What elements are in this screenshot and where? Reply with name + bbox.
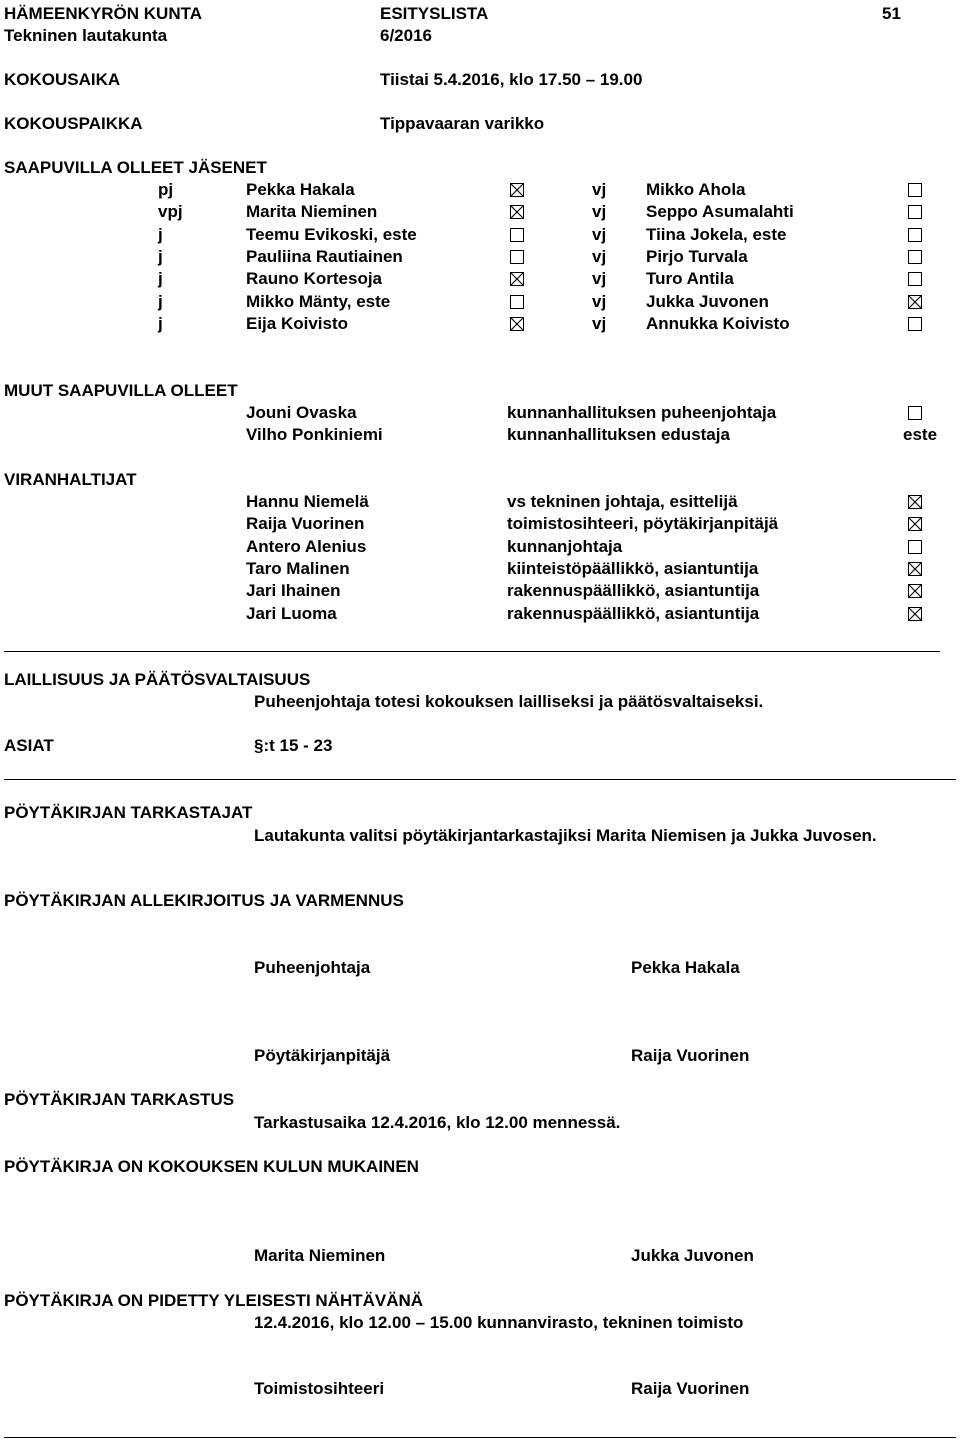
- attendance-checkbox: [510, 295, 524, 309]
- deputy-name: Tiina Jokela, este: [646, 224, 787, 244]
- meeting-time-label: KOKOUSAIKA: [4, 70, 121, 89]
- review-heading: PÖYTÄKIRJAN TARKASTUS: [4, 1090, 235, 1109]
- member-role: j: [158, 269, 163, 289]
- officials-heading: VIRANHALTIJAT: [4, 470, 137, 489]
- items-label: ASIAT: [4, 736, 54, 755]
- attendance-checkbox: [510, 250, 524, 264]
- official-name: Antero Alenius: [246, 536, 367, 556]
- review-text: Tarkastusaika 12.4.2016, klo 12.00 mennessä.: [254, 1113, 621, 1132]
- attendee-status: este: [903, 425, 938, 444]
- member-role: j: [158, 246, 163, 266]
- attendee-title: kunnanhallituksen edustaja: [507, 425, 730, 444]
- attendance-checkbox: [908, 540, 922, 554]
- attendance-checkbox: [908, 406, 922, 420]
- attendance-checkbox: [510, 183, 524, 197]
- public-heading: PÖYTÄKIRJA ON PIDETTY YLEISESTI NÄHTÄVÄNÄ: [4, 1291, 424, 1310]
- official-title: toimistosihteeri, pöytäkirjanpitäjä: [507, 514, 779, 534]
- attendance-checkbox: [908, 562, 922, 576]
- public-text: 12.4.2016, klo 12.00 – 15.00 kunnanvirasto, tekninen toimisto: [254, 1313, 744, 1332]
- deputy-role: vj: [592, 269, 607, 289]
- attendance-checkbox: [908, 205, 922, 219]
- divider: [4, 651, 940, 652]
- member-name: Pekka Hakala: [246, 180, 355, 199]
- official-title: rakennuspäällikkö, asiantuntija: [507, 581, 760, 601]
- attendance-checkbox: [908, 317, 922, 331]
- members-heading: SAAPUVILLA OLLEET JÄSENET: [4, 158, 267, 177]
- official-title: vs tekninen johtaja, esittelijä: [507, 492, 738, 511]
- divider: [4, 1437, 956, 1438]
- attendance-checkbox: [908, 228, 922, 242]
- deputy-role: vj: [592, 313, 607, 333]
- attendance-checkbox: [908, 607, 922, 621]
- member-role: vpj: [158, 202, 183, 222]
- deputy-role: vj: [592, 202, 607, 222]
- deputy-name: Mikko Ahola: [646, 180, 746, 199]
- attendee-title: kunnanhallituksen puheenjohtaja: [507, 403, 777, 422]
- member-name: Mikko Mänty, este: [246, 291, 391, 311]
- page-number: 51: [882, 4, 901, 23]
- attendance-checkbox: [908, 250, 922, 264]
- attendance-checkbox: [908, 495, 922, 509]
- attendance-checkbox: [908, 584, 922, 598]
- attendee-name: Jouni Ovaska: [246, 403, 357, 422]
- member-role: j: [158, 291, 163, 311]
- legality-text: Puheenjohtaja totesi kokouksen lailliseksi ja päätösvaltaiseksi.: [254, 692, 764, 711]
- attendance-checkbox: [908, 517, 922, 531]
- member-name: Eija Koivisto: [246, 313, 349, 333]
- official-name: Jari Luoma: [246, 603, 337, 623]
- chair-name: Pekka Hakala: [631, 958, 740, 977]
- member-role: j: [158, 224, 163, 244]
- document-type: ESITYSLISTA: [380, 4, 489, 23]
- member-role: pj: [158, 180, 174, 199]
- official-name: Taro Malinen: [246, 558, 350, 578]
- secretary-name: Raija Vuorinen: [631, 1046, 750, 1065]
- official-title: kunnanjohtaja: [507, 536, 623, 556]
- official-title: rakennuspäällikkö, asiantuntija: [507, 603, 760, 623]
- deputy-name: Pirjo Turvala: [646, 246, 748, 266]
- meeting-place-value: Tippavaaran varikko: [380, 114, 545, 133]
- official-title: kiinteistöpäällikkö, asiantuntija: [507, 558, 759, 578]
- official-name: Hannu Niemelä: [246, 492, 369, 511]
- others-heading: MUUT SAAPUVILLA OLLEET: [4, 381, 238, 400]
- municipality-name: HÄMEENKYRÖN KUNTA: [4, 4, 203, 23]
- attendance-checkbox: [510, 228, 524, 242]
- deputy-name: Annukka Koivisto: [646, 313, 790, 333]
- inspectors-text: Lautakunta valitsi pöytäkirjantarkastajiksi Marita Niemisen ja Jukka Juvosen.: [254, 826, 877, 845]
- conformity-heading: PÖYTÄKIRJA ON KOKOUKSEN KULUN MUKAINEN: [4, 1157, 419, 1176]
- board-name: Tekninen lautakunta: [4, 26, 168, 45]
- attendance-checkbox: [510, 205, 524, 219]
- deputy-role: vj: [592, 224, 607, 244]
- signatures-heading: PÖYTÄKIRJAN ALLEKIRJOITUS JA VARMENNUS: [4, 891, 404, 910]
- public-signer-label: Toimistosihteeri: [254, 1379, 385, 1398]
- deputy-name: Jukka Juvonen: [646, 291, 769, 311]
- attendance-checkbox: [510, 272, 524, 286]
- divider: [4, 779, 956, 780]
- official-name: Jari Ihainen: [246, 581, 341, 601]
- member-name: Marita Nieminen: [246, 202, 378, 222]
- meeting-time-value: Tiistai 5.4.2016, klo 17.50 – 19.00: [380, 70, 643, 89]
- deputy-role: vj: [592, 180, 607, 199]
- secretary-label: Pöytäkirjanpitäjä: [254, 1046, 391, 1065]
- deputy-role: vj: [592, 246, 607, 266]
- deputy-name: Seppo Asumalahti: [646, 202, 794, 222]
- inspectors-heading: PÖYTÄKIRJAN TARKASTAJAT: [4, 803, 253, 822]
- conformity-signer-1: Marita Nieminen: [254, 1246, 386, 1265]
- member-role: j: [158, 313, 163, 333]
- items-value: §:t 15 - 23: [254, 736, 333, 755]
- legality-heading: LAILLISUUS JA PÄÄTÖSVALTAISUUS: [4, 670, 311, 689]
- meeting-place-label: KOKOUSPAIKKA: [4, 114, 143, 133]
- attendance-checkbox: [908, 272, 922, 286]
- attendance-checkbox: [510, 317, 524, 331]
- member-name: Pauliina Rautiainen: [246, 246, 403, 266]
- conformity-signer-2: Jukka Juvonen: [631, 1246, 754, 1265]
- attendance-checkbox: [908, 183, 922, 197]
- official-name: Raija Vuorinen: [246, 514, 365, 534]
- deputy-role: vj: [592, 291, 607, 311]
- attendance-checkbox: [908, 295, 922, 309]
- chair-label: Puheenjohtaja: [254, 958, 371, 977]
- deputy-name: Turo Antila: [646, 269, 734, 289]
- public-signer-name: Raija Vuorinen: [631, 1379, 750, 1398]
- document-number: 6/2016: [380, 26, 432, 45]
- member-name: Rauno Kortesoja: [246, 269, 383, 289]
- attendee-name: Vilho Ponkiniemi: [246, 425, 383, 444]
- member-name: Teemu Evikoski, este: [246, 224, 417, 244]
